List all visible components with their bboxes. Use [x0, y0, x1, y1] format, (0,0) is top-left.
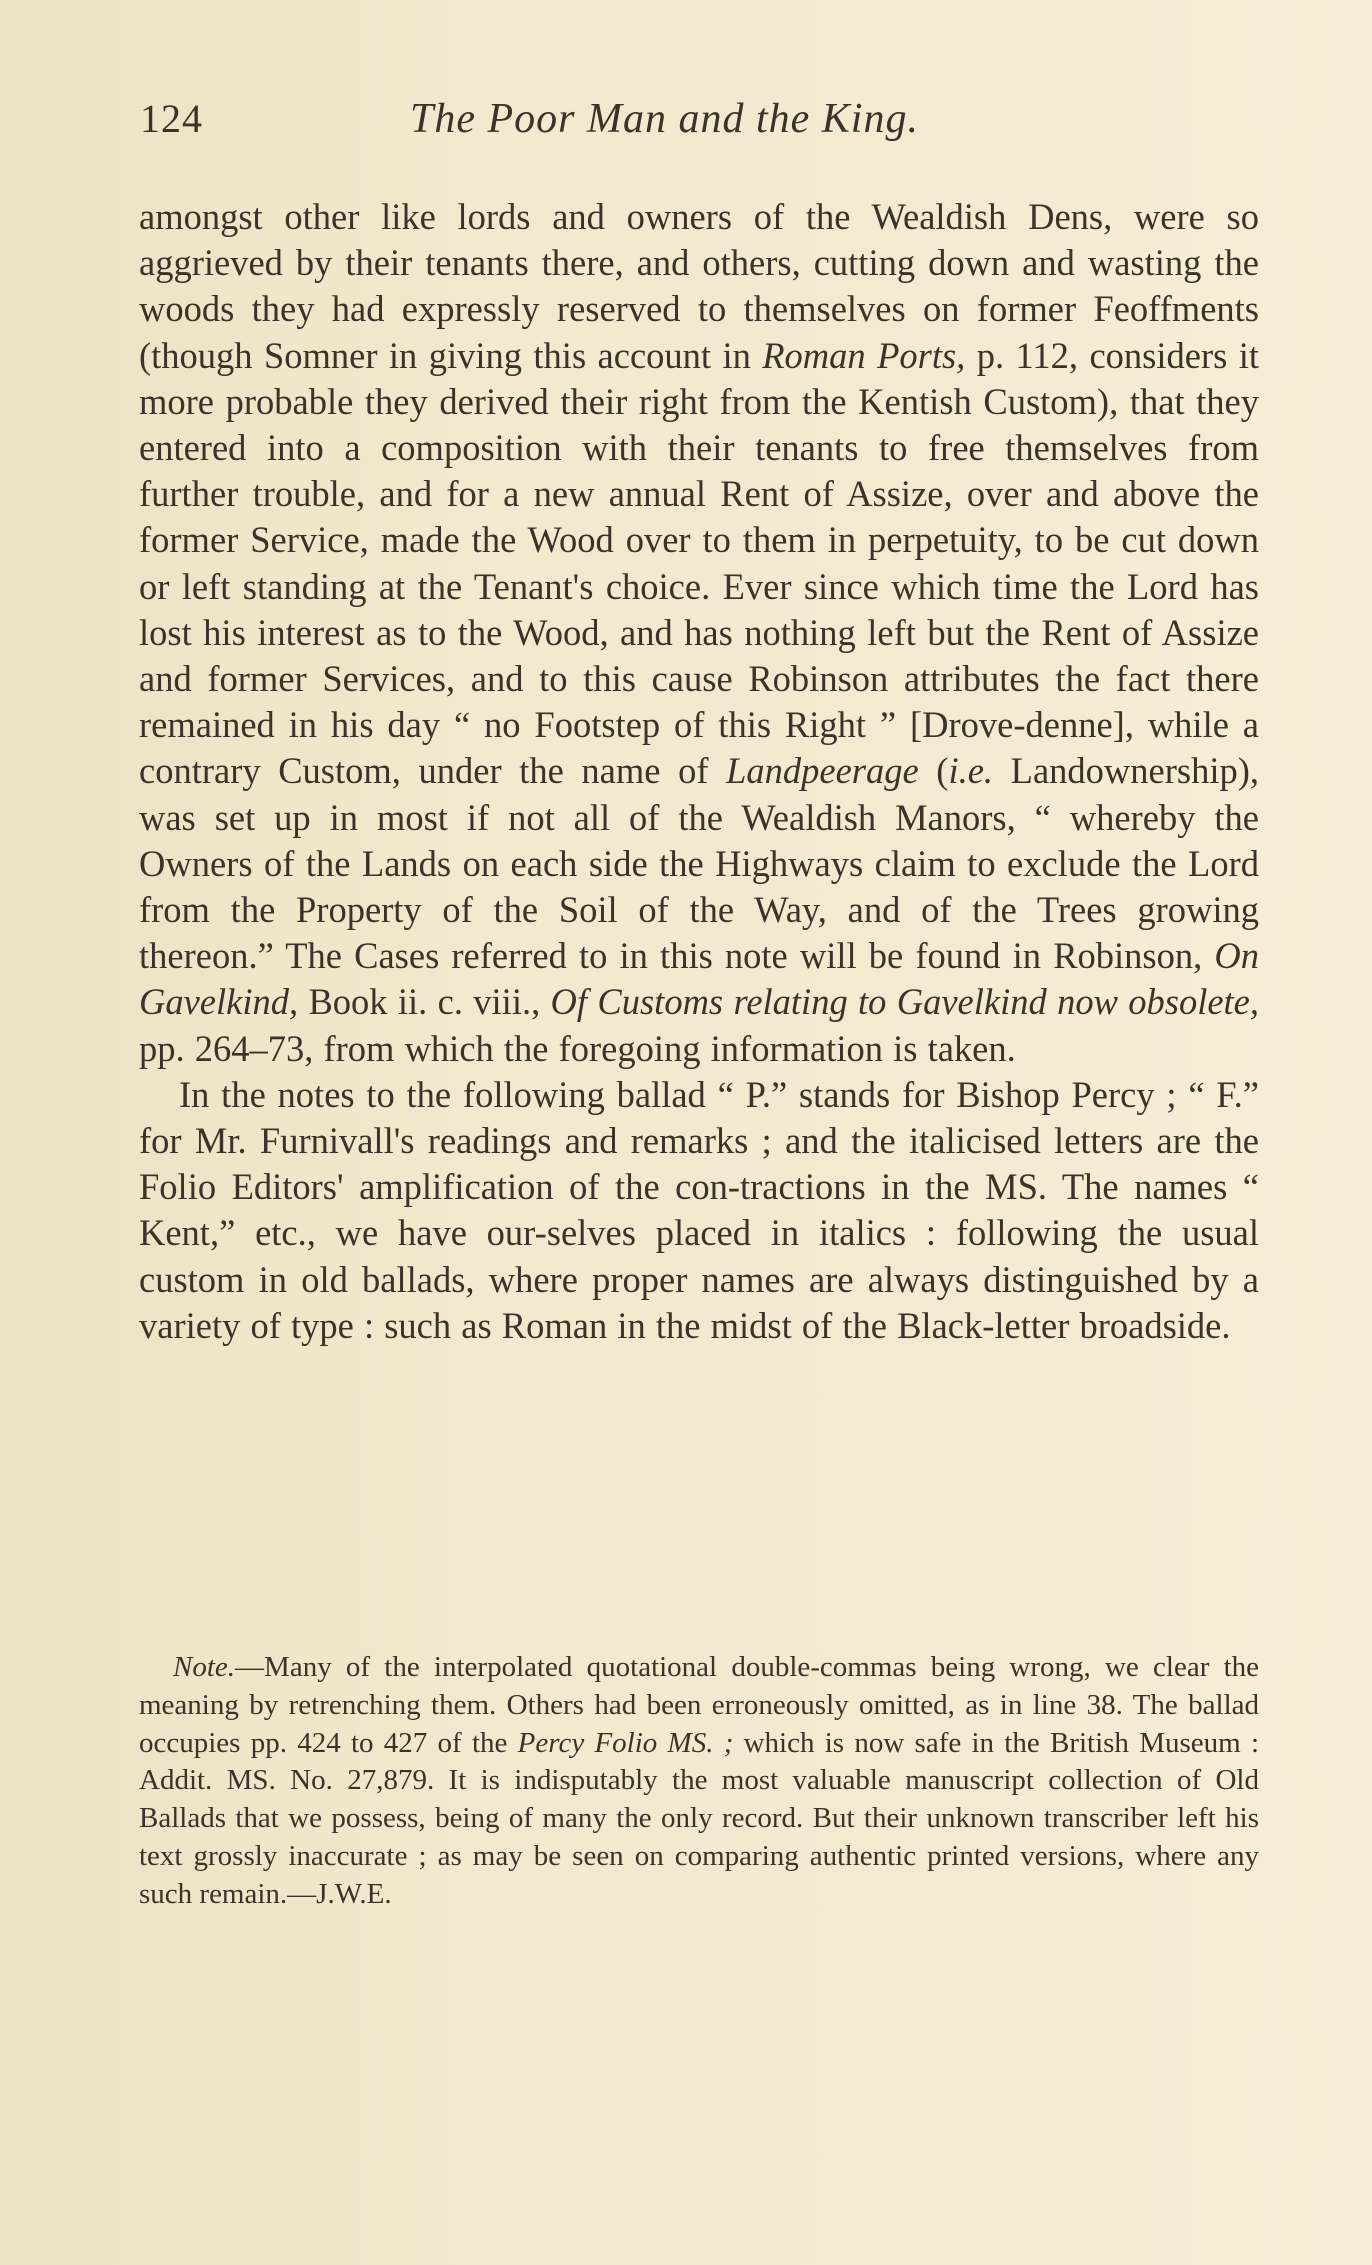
body-text [139, 194, 1259, 1349]
italic-term: Landpeerage [726, 750, 919, 792]
text-run: amongst other like lords and owners of the Wealdish Dens, were so aggrieved by their tenants there, and others, cutting down and wasting the woods they had expressly reserved to themselves on former Feoffments (though Somner in giving this account in [139, 196, 1259, 376]
text-run: Landownership), was set up in most if not all of the Wealdish Manors, “ whereby the Owners of the Lands on each side the Highways claim to exclude the Lord from the Property of the Soil of the Way, and of the Trees growing thereon.” The Cases referred to in this note will be found in Robinson, [139, 750, 1260, 977]
running-title: The Poor Man and the King. [410, 96, 919, 142]
italic-citation: On Gavelkind, [139, 935, 1259, 1023]
note-label: Note. [173, 1651, 236, 1683]
italic-citation: Of Customs relating to Gavelkind now obsolete, [550, 981, 1260, 1023]
paragraph-ballad-notes: In the notes to the following ballad “ P.” stands for Bishop Percy ; “ F.” for Mr. Furnivall's readings and remarks ; and the italicised letters are the Folio Editors' amplification of the con-tractions in the MS. The names “ Kent,” etc., we have our-selves placed in italics : following the usual custom in old ballads, where proper names are always distinguished by a variety of type : such as Roman in the midst of the Black-letter broadside. [139, 1073, 1259, 1346]
text-run: p. 112, considers it more probable they derived their right from the Kentish Custom), that they entered into a composition with their tenants to free themselves from further trouble, and for a new annual Rent of Assize, over and above the former Service, made the Wood over to them in perpetuity, to be cut down or left standing at the Tenant's choice. Ever since which time the Lord has lost his interest as to the Wood, and has nothing left but the Rent of Assize and former Services, and to this cause Robinson attributes the fact there remained in his day “ no Footstep of this Right ” [Drove-denne], while a contrary Custom, under the name of [139, 334, 1259, 792]
text-run: ( [918, 750, 949, 792]
text-run: Book ii. c. viii., [298, 981, 551, 1023]
italic-citation: Roman Ports, [762, 334, 966, 376]
running-head [140, 95, 1260, 155]
text-run: —Many of the interpolated quotational double-commas being wrong, we clear the meaning by retrenching them. Others had been erroneously omitted, as in line 38. The ballad occupies pp. 424 to 427 of the [139, 1651, 1259, 1759]
paragraph-continuation [139, 194, 1259, 1072]
editor-note [139, 1649, 1259, 1914]
italic-abbreviation: i.e. [948, 750, 994, 792]
note-paragraph [139, 1649, 1259, 1914]
text-run: which is now safe in the British Museum : Addit. MS. No. 27,879. It is indisputably the most valuable manuscript collection of Old Ballads that we possess, being of many the only record. But their unknown transcriber left his text grossly inaccurate ; as may be seen on comparing authentic printed versions, where any such remain.—J.W.E. [139, 1726, 1260, 1910]
page-number: 124 [140, 96, 203, 141]
text-run: pp. 264–73, from which the foregoing information is taken. [139, 1027, 1016, 1069]
italic-citation: Percy Folio MS. ; [517, 1726, 734, 1759]
